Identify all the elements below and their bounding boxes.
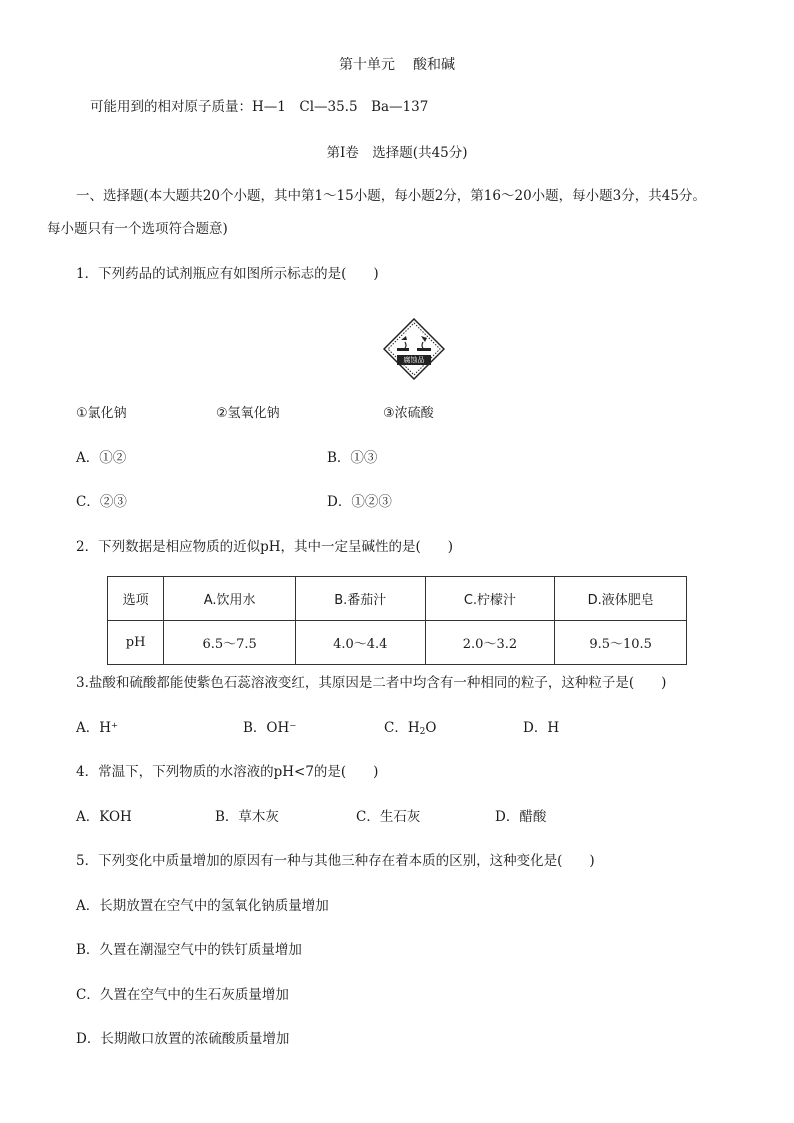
- unit-label: 第十单元: [339, 57, 395, 73]
- q5-stem: 5．下列变化中质量增加的原因有一种与其他三种存在着本质的区别，这种变化是( ): [76, 853, 595, 869]
- q1-item-1: ①氯化钠: [76, 406, 127, 421]
- table-header-cell: D.液体肥皂: [555, 577, 687, 621]
- table-cell: 2.0～3.2: [425, 621, 555, 665]
- q4-option-c[interactable]: C．生石灰: [356, 809, 421, 825]
- q4-option-d[interactable]: D．醋酸: [495, 809, 547, 825]
- q4-stem: 4．常温下，下列物质的水溶液的pH<7的是( ): [76, 764, 379, 780]
- q3-option-c-prefix: C．H: [384, 720, 420, 736]
- q3-option-b[interactable]: B．OH⁻: [243, 720, 297, 736]
- q1-option-a[interactable]: A．①②: [76, 450, 127, 466]
- q3-stem: 3.盐酸和硫酸都能使紫色石蕊溶液变红，其原因是二者中均含有一种相同的粒子，这种粒子是( ): [76, 675, 667, 691]
- q5-option-b[interactable]: B．久置在潮湿空气中的铁钉质量增加: [76, 942, 302, 958]
- q3-option-c-subscript: 2: [419, 727, 426, 737]
- q1-item-2: ②氢氧化钠: [216, 406, 280, 421]
- q4-option-a[interactable]: A．KOH: [76, 809, 132, 825]
- instructions-line-1: 一、选择题(本大题共20个小题，其中第1～15小题，每小题2分，第16～20小题，每小题3分，共45分。: [76, 188, 706, 204]
- table-header-cell: B.番茄汁: [295, 577, 425, 621]
- ph-table: [107, 576, 687, 665]
- q3-option-c[interactable]: [384, 722, 436, 737]
- q1-option-d[interactable]: D．①②③: [327, 494, 392, 510]
- page-title: [0, 58, 794, 72]
- table-cell: 4.0～4.4: [295, 621, 425, 665]
- table-header-cell: C.柠檬汁: [425, 577, 555, 621]
- q3-option-d[interactable]: D．H: [523, 720, 560, 736]
- table-cell: pH: [108, 621, 164, 665]
- table-header-cell: 选项: [108, 577, 164, 621]
- q3-option-c-suffix: O: [425, 720, 437, 736]
- table-row: [108, 621, 687, 665]
- corrosive-sign-icon: [383, 318, 445, 380]
- q5-option-d[interactable]: D．长期敞口放置的浓硫酸质量增加: [76, 1031, 290, 1047]
- sign-label: 腐蚀品: [403, 356, 425, 364]
- q1-option-c[interactable]: C．②③: [76, 494, 127, 510]
- q5-option-a[interactable]: A．长期放置在空气中的氢氧化钠质量增加: [76, 898, 329, 914]
- q1-option-b[interactable]: B．①③: [327, 450, 378, 466]
- q4-option-b[interactable]: B．草木灰: [215, 809, 279, 825]
- instructions-line-2: 每小题只有一个选项符合题意): [47, 221, 228, 237]
- atomic-masses: 可能用到的相对原子质量：H—1 Cl—35.5 Ba—137: [90, 99, 429, 115]
- q2-stem: 2．下列数据是相应物质的近似pH，其中一定呈碱性的是( ): [76, 539, 454, 555]
- q1-item-3: ③浓硫酸: [383, 406, 434, 421]
- volume-heading: 第Ⅰ卷 选择题(共45分): [326, 145, 468, 161]
- table-header-row: [108, 577, 687, 621]
- table-cell: 6.5～7.5: [164, 621, 296, 665]
- table-header-cell: A.饮用水: [164, 577, 296, 621]
- q1-stem: 1．下列药品的试剂瓶应有如图所示标志的是( ): [76, 266, 379, 282]
- q3-option-a[interactable]: A．H⁺: [76, 720, 119, 736]
- topic-label: 酸和碱: [413, 57, 455, 73]
- q5-option-c[interactable]: C．久置在空气中的生石灰质量增加: [76, 987, 289, 1003]
- table-cell: 9.5～10.5: [555, 621, 687, 665]
